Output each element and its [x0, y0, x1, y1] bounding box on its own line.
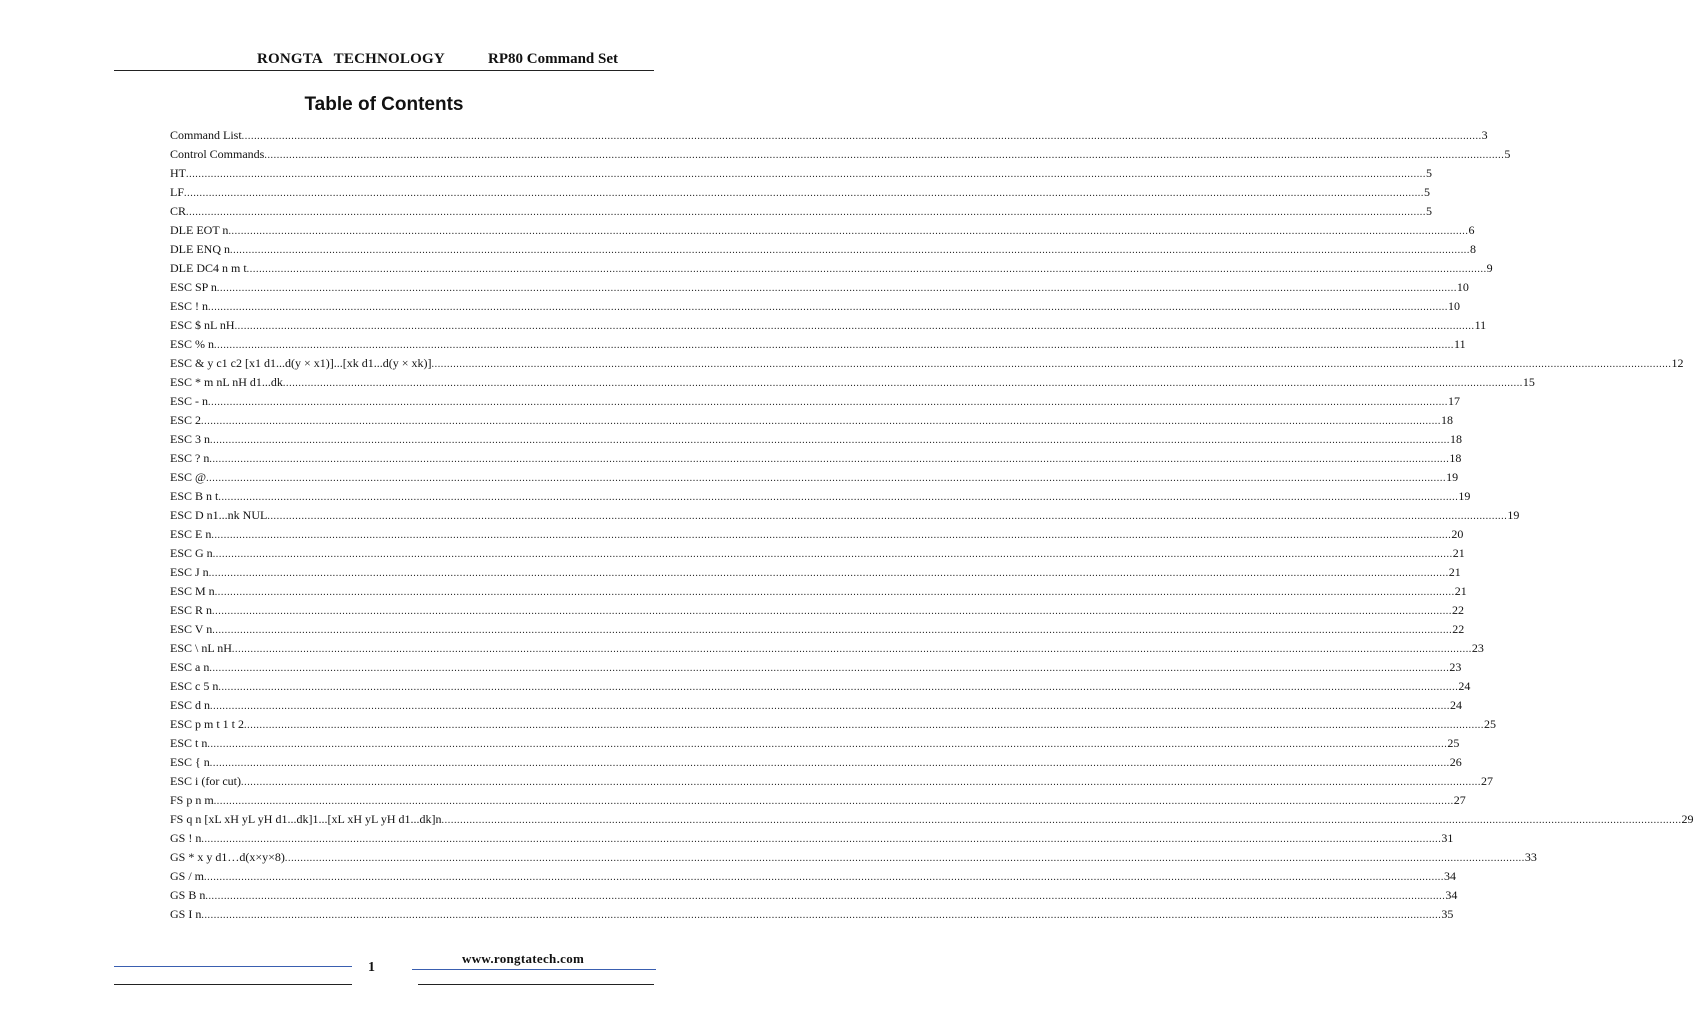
toc-entry-page: 12 — [1671, 356, 1684, 370]
toc-dot-leader: ................................................................................................................................................................................................................................................................................................................................................................................................................ — [186, 169, 1426, 180]
toc-entry-label: ESC J n — [170, 565, 209, 579]
toc-entry-label: ESC c 5 n — [170, 679, 219, 693]
toc-entry-label: ESC p m t 1 t 2 — [170, 717, 245, 731]
toc-entry[interactable] — [170, 753, 1462, 772]
toc-entry-page: 22 — [1452, 622, 1465, 636]
toc-entry-page: 19 — [1507, 508, 1520, 522]
toc-entry[interactable] — [170, 772, 1493, 791]
toc-entry-page: 23 — [1471, 641, 1484, 655]
toc-entry[interactable] — [170, 202, 1433, 221]
toc-entry-label: ESC ! n — [170, 299, 209, 313]
toc-dot-leader: ................................................................................................................................................................................................................................................................................................................................................................................................................ — [201, 910, 1442, 921]
toc-entry-label: GS I n — [170, 907, 202, 921]
toc-dot-leader: ................................................................................................................................................................................................................................................................................................................................................................................................................ — [231, 644, 1472, 655]
toc-dot-leader: ................................................................................................................................................................................................................................................................................................................................................................................................................ — [209, 758, 1450, 769]
toc-entry[interactable] — [170, 620, 1465, 639]
toc-entry[interactable] — [170, 240, 1476, 259]
toc-entry-label: ESC d n — [170, 698, 211, 712]
toc-entry-label: ESC i (for cut) — [170, 774, 241, 788]
toc-dot-leader: ................................................................................................................................................................................................................................................................................................................................................................................................................ — [241, 777, 1481, 788]
toc-entry[interactable] — [170, 563, 1461, 582]
toc-entry[interactable] — [170, 297, 1461, 316]
toc-entry[interactable] — [170, 278, 1469, 297]
toc-dot-leader: ................................................................................................................................................................................................................................................................................................................................................................................................................ — [209, 454, 1450, 465]
toc-entry-page: 24 — [1458, 679, 1471, 693]
footer-rule-right-top — [412, 969, 656, 970]
toc-entry-page: 11 — [1454, 337, 1466, 351]
toc-entry[interactable] — [170, 677, 1471, 696]
toc-entry-page: 21 — [1452, 546, 1465, 560]
toc-dot-leader: ................................................................................................................................................................................................................................................................................................................................................................................................................ — [214, 340, 1455, 351]
toc-entry[interactable] — [170, 848, 1537, 867]
toc-dot-leader: ................................................................................................................................................................................................................................................................................................................................................................................................................ — [230, 245, 1470, 256]
toc-entry-page: 21 — [1454, 584, 1467, 598]
toc-entry-page: 3 — [1481, 128, 1488, 142]
toc-entry-label: ESC * m nL nH d1...dk — [170, 375, 283, 389]
toc-entry[interactable] — [170, 164, 1432, 183]
toc-entry-page: 15 — [1522, 375, 1535, 389]
toc-entry[interactable] — [170, 145, 1511, 164]
toc-dot-leader: ................................................................................................................................................................................................................................................................................................................................................................................................................ — [211, 530, 1452, 541]
toc-entry[interactable] — [170, 335, 1466, 354]
toc-entry-page: 27 — [1453, 793, 1466, 807]
toc-dot-leader: ................................................................................................................................................................................................................................................................................................................................................................................................................ — [204, 872, 1445, 883]
toc-entry-label: ESC G n — [170, 546, 213, 560]
toc-dot-leader: ................................................................................................................................................................................................................................................................................................................................................................................................................ — [212, 549, 1453, 560]
toc-entry-page: 34 — [1445, 888, 1458, 902]
toc-entry[interactable] — [170, 487, 1471, 506]
toc-entry-page: 25 — [1447, 736, 1460, 750]
toc-entry[interactable] — [170, 392, 1461, 411]
toc-entry-page: 11 — [1474, 318, 1487, 332]
toc-entry-page: 27 — [1481, 774, 1493, 788]
page-header — [114, 50, 654, 71]
toc-dot-leader: ................................................................................................................................................................................................................................................................................................................................................................................................................ — [207, 739, 1448, 750]
toc-entry[interactable] — [170, 183, 1431, 202]
table-of-contents — [170, 126, 1694, 924]
toc-entry-label: ESC V n — [170, 622, 213, 636]
toc-entry-label: CR — [170, 204, 187, 218]
toc-dot-leader: ................................................................................................................................................................................................................................................................................................................................................................................................................ — [282, 378, 1523, 389]
toc-entry-page: 29 — [1681, 812, 1694, 826]
toc-entry-label: ESC R n — [170, 603, 213, 617]
toc-dot-leader: ................................................................................................................................................................................................................................................................................................................................................................................................................ — [218, 682, 1459, 693]
toc-entry[interactable] — [170, 829, 1454, 848]
toc-entry[interactable] — [170, 449, 1462, 468]
toc-entry-page: 18 — [1450, 432, 1463, 446]
toc-dot-leader: ................................................................................................................................................................................................................................................................................................................................................................................................................ — [441, 815, 1682, 826]
toc-dot-leader: ................................................................................................................................................................................................................................................................................................................................................................................................................ — [212, 606, 1453, 617]
toc-entry-label: ESC 3 n — [170, 432, 211, 446]
toc-entry-label: FS q n [xL xH yL yH d1...dk]1...[xL xH yL yH d1...dk]n — [170, 812, 442, 826]
toc-entry-label: ESC @ — [170, 470, 207, 484]
toc-entry-label: ESC & y c1 c2 [x1 d1...d(y × x1)]...[xk d1...d(y × xk)] — [170, 356, 432, 370]
toc-entry-page: 20 — [1451, 527, 1464, 541]
toc-entry[interactable] — [170, 411, 1454, 430]
toc-entry-page: 5 — [1426, 204, 1433, 218]
toc-entry[interactable] — [170, 582, 1467, 601]
toc-dot-leader: ................................................................................................................................................................................................................................................................................................................................................................................................................ — [264, 150, 1505, 161]
toc-entry-page: 25 — [1484, 717, 1497, 731]
toc-dot-leader: ................................................................................................................................................................................................................................................................................................................................................................................................................ — [213, 796, 1454, 807]
toc-dot-leader: ................................................................................................................................................................................................................................................................................................................................................................................................................ — [234, 321, 1475, 332]
footer-rule-left-top — [114, 966, 352, 967]
toc-entry-label: ESC t n — [170, 736, 208, 750]
toc-entry-page: 26 — [1449, 755, 1462, 769]
toc-entry[interactable] — [170, 905, 1454, 924]
toc-dot-leader: ................................................................................................................................................................................................................................................................................................................................................................................................................ — [186, 207, 1427, 218]
header-document-title: RP80 Command Set — [488, 51, 618, 67]
toc-entry-page: 21 — [1448, 565, 1461, 579]
toc-dot-leader: ................................................................................................................................................................................................................................................................................................................................................................................................................ — [205, 891, 1446, 902]
toc-entry-page: 5 — [1504, 147, 1511, 161]
toc-entry-label: HT — [170, 166, 186, 180]
toc-entry-page: 9 — [1486, 261, 1493, 275]
toc-entry[interactable] — [170, 126, 1488, 145]
toc-entry-page: 5 — [1426, 166, 1432, 180]
toc-dot-leader: ................................................................................................................................................................................................................................................................................................................................................................................................................ — [241, 131, 1482, 142]
toc-entry-label: GS / m — [170, 869, 205, 883]
toc-entry-page: 35 — [1441, 907, 1454, 921]
toc-entry-label: ESC B n t — [170, 489, 219, 503]
toc-entry[interactable] — [170, 221, 1475, 240]
toc-entry-label: GS B n — [170, 888, 206, 902]
toc-entry-label: ESC 2 — [170, 413, 202, 427]
toc-entry-label: ESC ? n — [170, 451, 210, 465]
toc-dot-leader: ................................................................................................................................................................................................................................................................................................................................................................................................................ — [208, 568, 1449, 579]
toc-entry-label: DLE ENQ n — [170, 242, 230, 256]
toc-entry-page: 33 — [1524, 850, 1537, 864]
toc-entry-page: 22 — [1452, 603, 1465, 617]
toc-dot-leader: ................................................................................................................................................................................................................................................................................................................................................................................................................ — [218, 492, 1459, 503]
toc-entry-page: 8 — [1470, 242, 1476, 256]
toc-entry[interactable] — [170, 544, 1465, 563]
toc-entry-label: GS * x y d1…d(x×y×8) — [170, 850, 285, 864]
toc-entry-page: 6 — [1468, 223, 1475, 237]
toc-entry-label: Control Commands — [170, 147, 265, 161]
toc-entry-label: FS p n m — [170, 793, 214, 807]
footer-rule-left-bottom — [114, 984, 352, 985]
toc-entry[interactable] — [170, 259, 1493, 278]
toc-entry[interactable] — [170, 506, 1520, 525]
toc-entry-page: 24 — [1450, 698, 1463, 712]
toc-entry-label: DLE EOT n — [170, 223, 229, 237]
toc-entry-page: 10 — [1456, 280, 1469, 294]
toc-dot-leader: ................................................................................................................................................................................................................................................................................................................................................................................................................ — [284, 853, 1525, 864]
toc-dot-leader: ................................................................................................................................................................................................................................................................................................................................................................................................................ — [267, 511, 1508, 522]
toc-entry-page: 31 — [1441, 831, 1454, 845]
toc-dot-leader: ................................................................................................................................................................................................................................................................................................................................................................................................................ — [244, 720, 1485, 731]
toc-entry-label: ESC SP n — [170, 280, 217, 294]
toc-entry-label: ESC - n — [170, 394, 209, 408]
toc-entry-page: 23 — [1449, 660, 1462, 674]
footer-url[interactable]: www.rongtatech.com — [462, 951, 585, 966]
toc-entry-label: DLE DC4 n m t — [170, 261, 247, 275]
toc-dot-leader: ................................................................................................................................................................................................................................................................................................................................................................................................................ — [210, 701, 1451, 712]
toc-entry[interactable] — [170, 886, 1458, 905]
header-company: RONGTA TECHNOLOGY — [257, 51, 445, 67]
toc-entry-page: 19 — [1446, 470, 1459, 484]
toc-entry-label: ESC M n — [170, 584, 215, 598]
toc-dot-leader: ................................................................................................................................................................................................................................................................................................................................................................................................................ — [431, 359, 1672, 370]
toc-entry-label: LF — [170, 185, 185, 199]
toc-entry-label: ESC a n — [170, 660, 210, 674]
toc-entry[interactable] — [170, 658, 1462, 677]
toc-entry-page: 34 — [1444, 869, 1457, 883]
toc-entry-page: 18 — [1441, 413, 1454, 427]
toc-entry[interactable] — [170, 810, 1694, 829]
toc-dot-leader: ................................................................................................................................................................................................................................................................................................................................................................................................................ — [201, 834, 1442, 845]
toc-entry-label: ESC E n — [170, 527, 212, 541]
toc-entry-page: 17 — [1448, 394, 1461, 408]
toc-entry-label: ESC { n — [170, 755, 210, 769]
toc-entry[interactable] — [170, 601, 1465, 620]
toc-entry[interactable] — [170, 867, 1457, 886]
page-number: 1 — [368, 960, 375, 975]
toc-entry-label: ESC % n — [170, 337, 215, 351]
toc-entry[interactable] — [170, 354, 1684, 373]
footer-rule-right-bottom — [418, 984, 654, 985]
toc-dot-leader: ................................................................................................................................................................................................................................................................................................................................................................................................................ — [210, 435, 1451, 446]
toc-dot-leader: ................................................................................................................................................................................................................................................................................................................................................................................................................ — [201, 416, 1442, 427]
toc-entry[interactable] — [170, 734, 1460, 753]
toc-entry[interactable] — [170, 525, 1464, 544]
toc-dot-leader: ................................................................................................................................................................................................................................................................................................................................................................................................................ — [214, 587, 1455, 598]
toc-entry-page: 18 — [1449, 451, 1462, 465]
toc-entry-page: 10 — [1448, 299, 1461, 313]
toc-dot-leader: ................................................................................................................................................................................................................................................................................................................................................................................................................ — [208, 397, 1449, 408]
toc-dot-leader: ................................................................................................................................................................................................................................................................................................................................................................................................................ — [216, 283, 1457, 294]
toc-entry[interactable] — [170, 316, 1487, 335]
toc-entry[interactable] — [170, 468, 1459, 487]
toc-entry-label: Command List — [170, 128, 242, 142]
toc-entry-page: 5 — [1424, 185, 1431, 199]
toc-entry-label: ESC \ nL nH — [170, 641, 232, 655]
toc-entry[interactable] — [170, 430, 1463, 449]
toc-entry[interactable] — [170, 639, 1484, 658]
toc-entry[interactable] — [170, 715, 1497, 734]
toc-dot-leader: ................................................................................................................................................................................................................................................................................................................................................................................................................ — [246, 264, 1487, 275]
toc-dot-leader: ................................................................................................................................................................................................................................................................................................................................................................................................................ — [209, 663, 1450, 674]
toc-entry[interactable] — [170, 373, 1535, 392]
toc-entry-label: ESC $ nL nH — [170, 318, 235, 332]
toc-entry-page: 19 — [1458, 489, 1471, 503]
toc-dot-leader: ................................................................................................................................................................................................................................................................................................................................................................................................................ — [208, 302, 1449, 313]
toc-entry[interactable] — [170, 791, 1466, 810]
toc-entry-label: ESC D n1...nk NUL — [170, 508, 268, 522]
toc-dot-leader: ................................................................................................................................................................................................................................................................................................................................................................................................................ — [228, 226, 1469, 237]
toc-entry[interactable] — [170, 696, 1463, 715]
toc-title: Table of Contents — [304, 94, 464, 115]
toc-dot-leader: ................................................................................................................................................................................................................................................................................................................................................................................................................ — [212, 625, 1453, 636]
toc-dot-leader: ................................................................................................................................................................................................................................................................................................................................................................................................................ — [184, 188, 1425, 199]
toc-entry-label: GS ! n — [170, 831, 202, 845]
toc-dot-leader: ................................................................................................................................................................................................................................................................................................................................................................................................................ — [206, 473, 1447, 484]
